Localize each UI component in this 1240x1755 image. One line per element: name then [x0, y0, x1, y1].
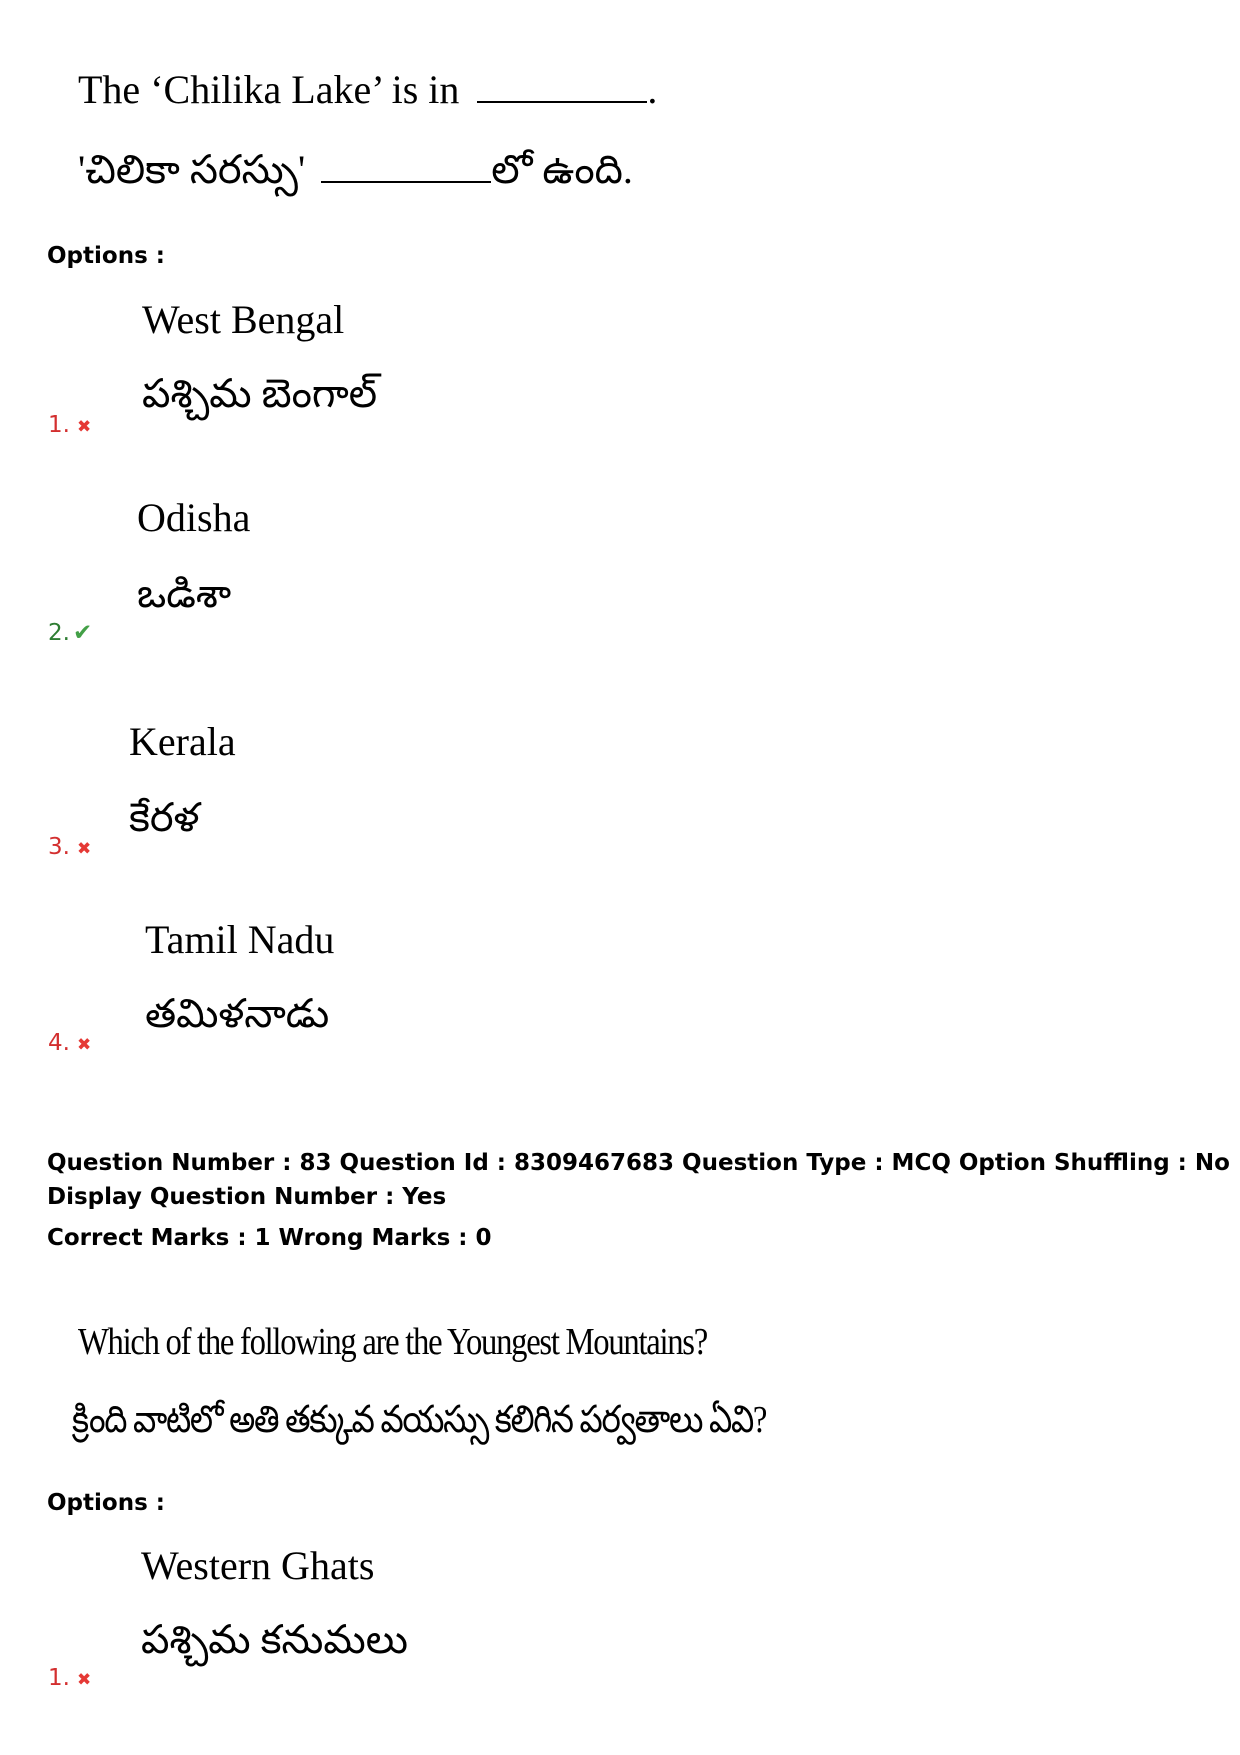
cross-icon: ✖	[76, 839, 92, 859]
question-te-suffix: లో ఉంది.	[491, 147, 633, 192]
option-1-en: West Bengal	[142, 297, 345, 342]
question-meta: Question Number : 83 Question Id : 8309467683 Question Type : MCQ Option Shuffling : No	[47, 1150, 1230, 1176]
answer-blank-te	[321, 147, 491, 183]
option-1-marker	[48, 1665, 91, 1691]
option-1-marker	[48, 412, 91, 438]
option-2-en: Odisha	[137, 495, 251, 540]
option-number: 1.	[48, 412, 70, 438]
question-meta-display: Display Question Number : Yes	[47, 1184, 447, 1210]
option-2-te: ఒడిశా	[137, 571, 232, 616]
check-icon: ✔	[72, 620, 93, 646]
option-number: 3.	[48, 834, 70, 860]
question-en-text: The ‘Chilika Lake’ is in	[78, 67, 460, 112]
question-text-en: Which of the following are the Youngest Mountains?	[78, 1321, 707, 1363]
option-number: 1.	[48, 1665, 70, 1691]
option-1-te: పశ్చిమ కనుమలు	[141, 1617, 408, 1662]
option-4-marker	[48, 1030, 91, 1056]
option-4-te: తమిళనాడు	[145, 991, 330, 1036]
option-1-en: Western Ghats	[141, 1543, 375, 1588]
option-3-en: Kerala	[129, 719, 236, 764]
option-number: 4.	[48, 1030, 70, 1056]
answer-blank	[477, 67, 647, 103]
options-label: Options :	[47, 243, 165, 269]
cross-icon: ✖	[76, 1670, 92, 1690]
question-te-text: 'చిలికా సరస్సు'	[78, 147, 306, 192]
option-4-en: Tamil Nadu	[145, 917, 335, 962]
cross-icon: ✖	[76, 417, 92, 437]
question-en-period: .	[647, 67, 658, 112]
option-2-marker	[48, 620, 92, 646]
option-3-marker	[48, 834, 91, 860]
question-text-en	[78, 66, 657, 113]
option-3-te: కేరళ	[129, 795, 200, 840]
question-text-te: క్రింది వాటిలో అతి తక్కువ వయస్సు కలిగిన పర్వతాలు ఏవి?	[72, 1399, 767, 1441]
question-marks: Correct Marks : 1 Wrong Marks : 0	[47, 1225, 492, 1251]
question-text-te	[78, 146, 633, 203]
cross-icon: ✖	[76, 1035, 92, 1055]
options-label: Options :	[47, 1490, 165, 1516]
option-1-te: పశ్చిమ బెంగాల్	[142, 371, 378, 416]
option-number: 2.	[48, 620, 70, 646]
